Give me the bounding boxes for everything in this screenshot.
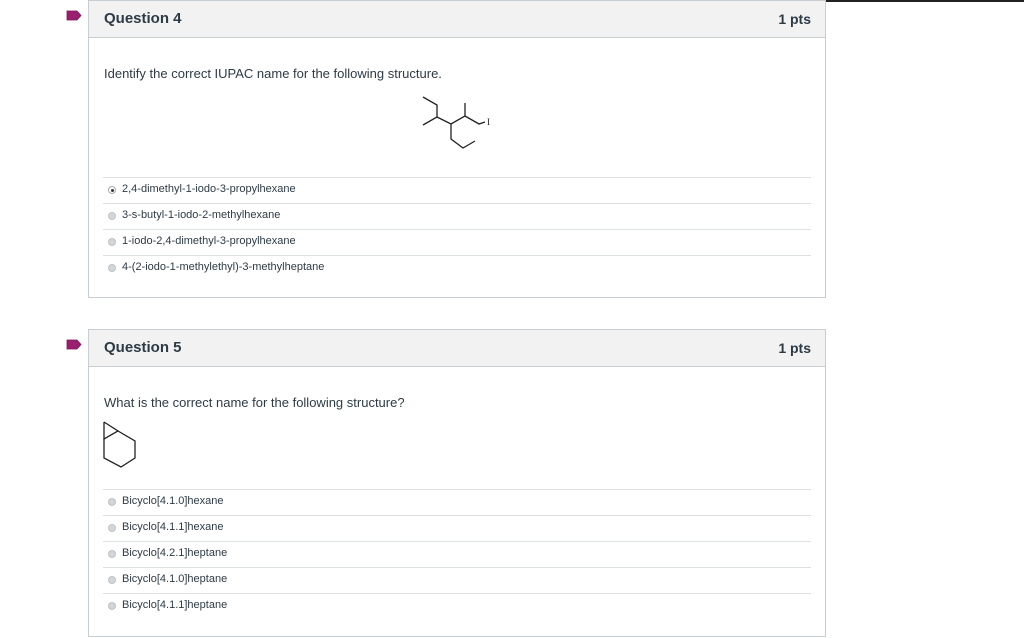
radio-button[interactable] [108, 576, 116, 584]
question-4-block [88, 0, 826, 298]
radio-button[interactable] [108, 238, 116, 246]
answer-label: 1-iodo-2,4-dimethyl-3-propylhexane [122, 235, 296, 247]
top-border-line [826, 0, 1024, 2]
question-title: Question 4 [104, 10, 182, 27]
question-points: 1 pts [778, 340, 811, 356]
answer-label: Bicyclo[4.1.1]heptane [122, 599, 228, 611]
answer-label: 2,4-dimethyl-1-iodo-3-propylhexane [122, 183, 296, 195]
answer-option[interactable] [103, 177, 811, 203]
question-prompt: What is the correct name for the following structure? [104, 395, 405, 410]
answer-option[interactable] [103, 489, 811, 515]
question-title: Question 5 [104, 339, 182, 356]
answer-label: Bicyclo[4.1.1]hexane [122, 521, 224, 533]
question-header [89, 330, 825, 367]
radio-button[interactable] [108, 264, 116, 272]
answer-label: 3-s-butyl-1-iodo-2-methylhexane [122, 209, 281, 221]
radio-button[interactable] [108, 524, 116, 532]
answer-option[interactable] [103, 229, 811, 255]
answer-option[interactable] [103, 203, 811, 229]
question-5-block [88, 329, 826, 637]
answer-option[interactable] [103, 515, 811, 541]
answer-label: Bicyclo[4.2.1]heptane [122, 547, 228, 559]
radio-button-selected[interactable] [108, 186, 116, 194]
molecule-structure-image [419, 91, 499, 161]
answer-option[interactable] [103, 567, 811, 593]
answer-label: Bicyclo[4.1.0]heptane [122, 573, 228, 585]
answer-list [103, 177, 811, 281]
radio-button[interactable] [108, 550, 116, 558]
question-prompt: Identify the correct IUPAC name for the following structure. [104, 66, 442, 81]
answer-label: 4-(2-iodo-1-methylethyl)-3-methylheptane [122, 261, 325, 273]
answer-option[interactable] [103, 255, 811, 281]
question-points: 1 pts [778, 11, 811, 27]
question-header [89, 1, 825, 38]
answer-label: Bicyclo[4.1.0]hexane [122, 495, 224, 507]
answer-option[interactable] [103, 541, 811, 567]
bicyclic-structure-image [101, 420, 141, 470]
radio-button[interactable] [108, 602, 116, 610]
answer-option[interactable] [103, 593, 811, 619]
radio-button[interactable] [108, 498, 116, 506]
question-flag-icon[interactable] [66, 10, 82, 21]
answer-list [103, 489, 811, 619]
svg-text:I: I [487, 117, 490, 127]
radio-button[interactable] [108, 212, 116, 220]
question-flag-icon[interactable] [66, 339, 82, 350]
